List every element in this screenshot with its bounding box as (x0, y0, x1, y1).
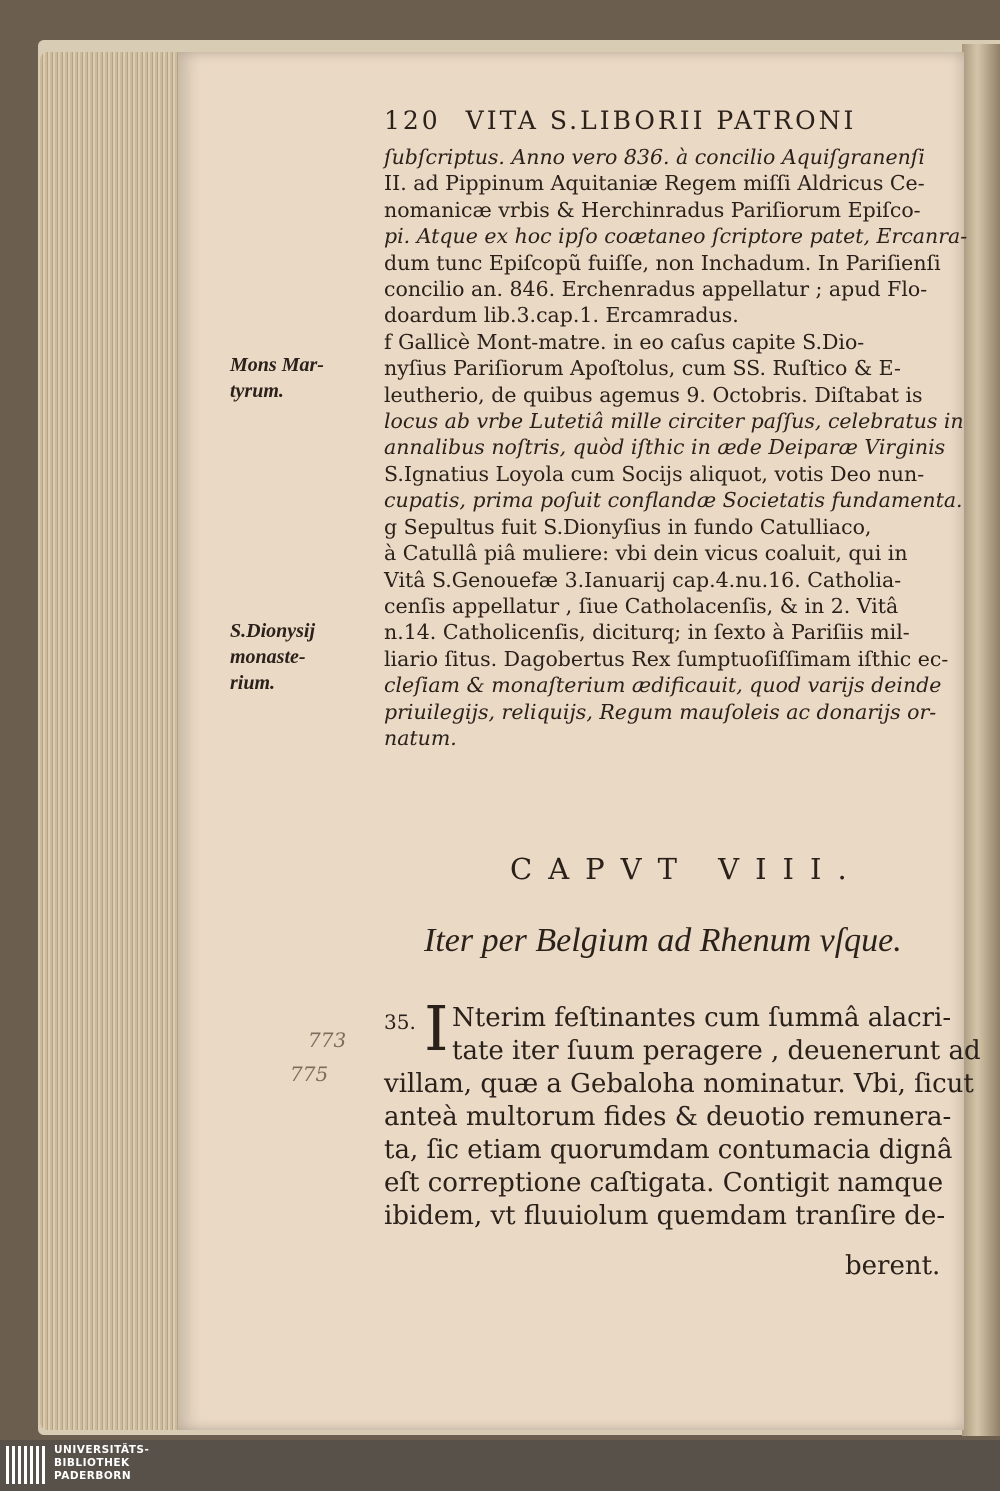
main-text-line: ta, ſic etiam quorumdam contumacia dignâ (384, 1135, 953, 1165)
footnote-line: ſubſcriptus. Anno vero 836. à concilio Aquiſgranenſi (384, 145, 925, 169)
footnote-line: cupatis, prima poſuit conflandæ Societatis fundamenta. (384, 488, 963, 513)
page-fore-edge (40, 52, 178, 1430)
footnote-line: n.14. Catholicenſis, diciturq; in ſexto à Pariſiis mil- (384, 620, 910, 645)
footnote-line: cleſiam & monaſterium ædificauit, quod varijs deinde (384, 673, 942, 698)
running-title: VITA S.LIBORII PATRONI (465, 106, 857, 135)
page-number: 120 (384, 106, 441, 135)
main-text-line: villam, quæ a Gebaloha nominatur. Vbi, ſicut (384, 1069, 974, 1099)
footnote-line: natum. (384, 725, 457, 750)
footnote-line: f Gallicè Mont-matre. in eo caſus capite S.Dio- (384, 329, 865, 354)
running-head (384, 106, 856, 135)
library-name (54, 1444, 149, 1483)
footnote-line: leutherio, de quibus agemus 9. Octobris. Diſtabat is (384, 382, 923, 407)
margin-note-line: S.Dionysij (230, 620, 316, 642)
footnote-line: S.Ignatius Loyola cum Socijs aliquot, votis Deo nun- (384, 461, 925, 486)
main-text-line: Nterim feſtinantes cum ſummâ alacri- (452, 1003, 952, 1033)
margin-note-line: rium. (230, 672, 276, 694)
margin-note-s-dionysij (230, 618, 315, 696)
paragraph-number: 35. (384, 1010, 416, 1034)
footnote-line: cenſis appellatur , ſiue Catholacenſis, & in 2. Vitâ (384, 593, 899, 618)
footnote-line: nyſius Pariſiorum Apoſtolus, cum SS. Ruſtico & E- (384, 356, 901, 381)
footnote-line: priuilegijs, reliquijs, Regum mauſoleis ac donarijs or- (384, 699, 937, 724)
footnote-line: concilio an. 846. Erchenradus appellatur ; apud Flo- (384, 277, 928, 302)
main-text-line: ibidem, vt fluuiolum quemdam tranſire de- (384, 1201, 946, 1231)
margin-note-line: Mons Mar- (230, 354, 324, 376)
margin-note-line: tyrum. (230, 380, 284, 402)
footnote-line: nomanicæ vrbis & Herchinradus Pariſiorum Epiſco- (384, 197, 921, 222)
footnote-line: dum tunc Epiſcopũ fuiſſe, non Inchadum. In Pariſienſi (384, 250, 941, 275)
margin-note-mons-martyrum (230, 352, 324, 404)
footnote-block (384, 144, 967, 751)
main-text-line: tate iter ſuum peragere , deuenerunt ad (452, 1036, 981, 1066)
footnote-line: II. ad Pippinum Aquitaniæ Regem miſſi Aldricus Ce- (384, 171, 925, 196)
main-text-first-lines (452, 1002, 981, 1068)
main-text-line: anteà multorum fides & deuotio remunera- (384, 1102, 952, 1132)
footnote-line: liario ſitus. Dagobertus Rex ſumptuoſiſſimam iſthic ec- (384, 646, 949, 671)
library-name-line: UNIVERSITÄTS- (54, 1444, 150, 1456)
footnote-line: pi. Atque ex hoc ipſo coætaneo ſcriptore patet, Ercanra- (384, 224, 968, 249)
library-footer (0, 1440, 1000, 1491)
footnote-line: g Sepultus fuit S.Dionyſius in fundo Catulliaco, (384, 514, 872, 539)
library-logo-icon (6, 1444, 46, 1486)
margin-note-line: monaste- (230, 646, 306, 668)
main-text-line: eſt correptione caſtigata. Contigit namque (384, 1168, 944, 1198)
chapter-title: CAPVT VIII. (510, 852, 863, 886)
footnote-line: Vitâ S.Genouefæ 3.Ianuarij cap.4.nu.16. Catholia- (384, 567, 902, 592)
footnote-line: à Catullâ piâ muliere: vbi dein vicus coaluit, qui in (384, 541, 908, 566)
pencil-mark: 773 (308, 1028, 347, 1052)
pencil-mark: 775 (290, 1062, 329, 1086)
library-name-line: PADERBORN (54, 1470, 132, 1482)
library-name-line: BIBLIOTHEK (54, 1457, 130, 1469)
footnote-line: doardum lib.3.cap.1. Ercamradus. (384, 303, 739, 328)
main-text-block (384, 1068, 974, 1233)
footnote-line: annalibus noſtris, quòd iſthic in æde Deiparæ Virginis (384, 435, 946, 460)
chapter-subtitle: Iter per Belgium ad Rhenum vſque. (424, 922, 902, 959)
footnote-line: locus ab vrbe Lutetiâ mille circiter paſſus, celebratus in (384, 409, 964, 434)
catchword: berent. (845, 1251, 941, 1281)
drop-cap: I (424, 992, 449, 1065)
